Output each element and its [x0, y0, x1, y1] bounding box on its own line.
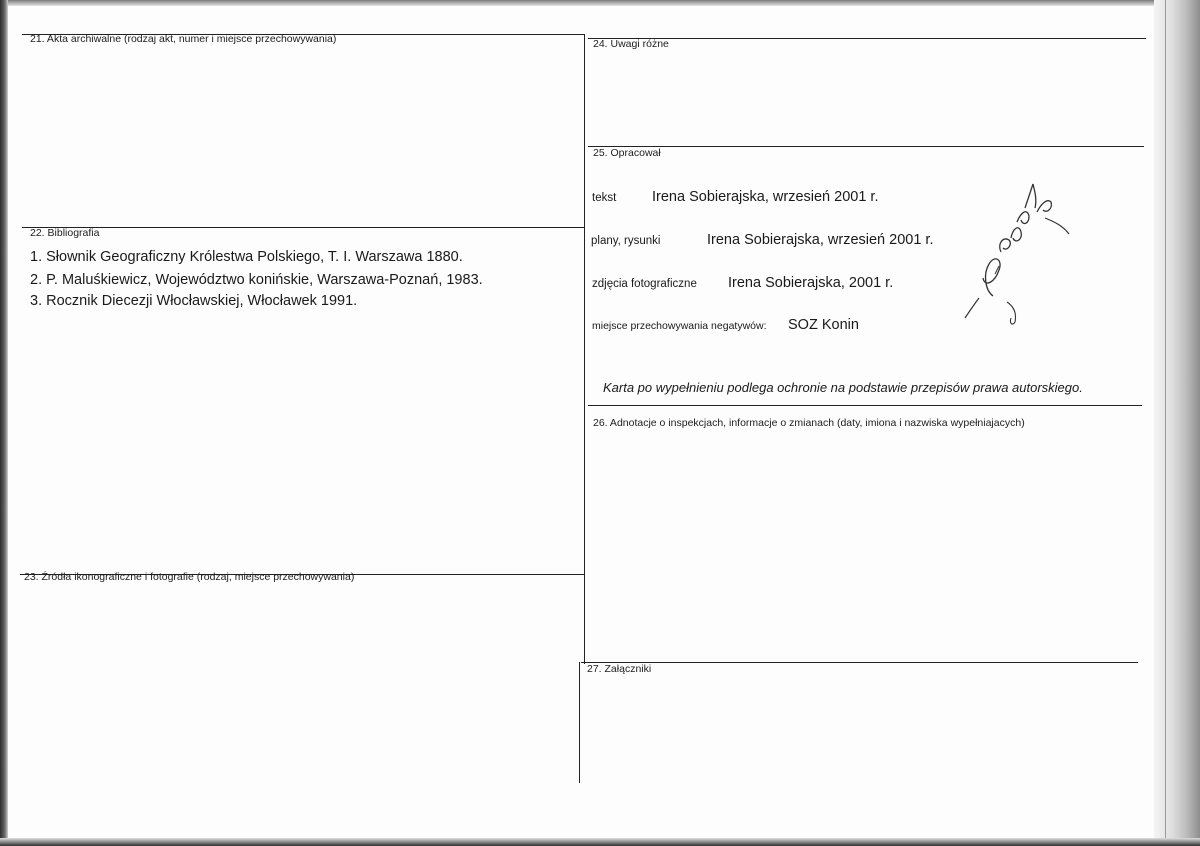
- divider-s27-top: [581, 662, 1138, 663]
- plany-value: Irena Sobierajska, wrzesień 2001 r.: [707, 232, 934, 248]
- divider-s24-top: [588, 38, 1146, 39]
- section-25-label: 25. Opracował: [593, 147, 661, 159]
- bibliography-item: 1. Słownik Geograficzny Królestwa Polskiego, T. I. Warszawa 1880.: [30, 249, 463, 265]
- scan-edge-right: [1154, 0, 1200, 846]
- divider-s22-top: [22, 227, 584, 228]
- section-23-label: 23. Źródła ikonograficzne i fotografie (rodzaj, miejsce przechowywania): [24, 571, 355, 583]
- scan-edge-bottom: [0, 838, 1200, 846]
- tekst-label: tekst: [592, 192, 617, 204]
- bibliography-item: 3. Rocznik Diecezji Włocławskiej, Włocławek 1991.: [30, 293, 358, 309]
- divider-s25-top: [588, 146, 1144, 147]
- plany-label: plany, rysunki: [591, 235, 661, 247]
- scan-edge-fold: [1165, 0, 1166, 846]
- divider-s26-top: [588, 405, 1142, 406]
- section-22-label: 22. Bibliografia: [30, 227, 100, 239]
- tekst-value: Irena Sobierajska, wrzesień 2001 r.: [652, 189, 879, 205]
- zdjecia-label: zdjęcia fotograficzne: [592, 278, 697, 290]
- section-24-label: 24. Uwagi różne: [593, 38, 669, 50]
- negatywy-label: miejsce przechowywania negatywów:: [592, 320, 767, 332]
- negatywy-value: SOZ Konin: [788, 317, 859, 333]
- scan-edge-left: [0, 0, 8, 846]
- divider-column: [584, 34, 585, 664]
- divider-column-lower: [579, 662, 580, 783]
- scan-edge-top: [0, 0, 1200, 6]
- section-26-label: 26. Adnotacje o inspekcjach, informacje o zmianach (daty, imiona i nazwiska wypełniajacych): [593, 417, 1025, 429]
- section-27-label: 27. Załączniki: [587, 663, 652, 675]
- zdjecia-value: Irena Sobierajska, 2001 r.: [728, 275, 894, 291]
- bibliography-item: 2. P. Maluśkiewicz, Województwo konińskie, Warszawa-Poznań, 1983.: [30, 272, 483, 288]
- handwritten-signature: [955, 178, 1070, 328]
- copyright-note: Karta po wypełnieniu podlega ochronie na podstawie przepisów prawa autorskiego.: [603, 380, 1083, 395]
- section-21-label: 21. Akta archiwalne (rodzaj akt, numer i miejsce przechowywania): [30, 33, 337, 45]
